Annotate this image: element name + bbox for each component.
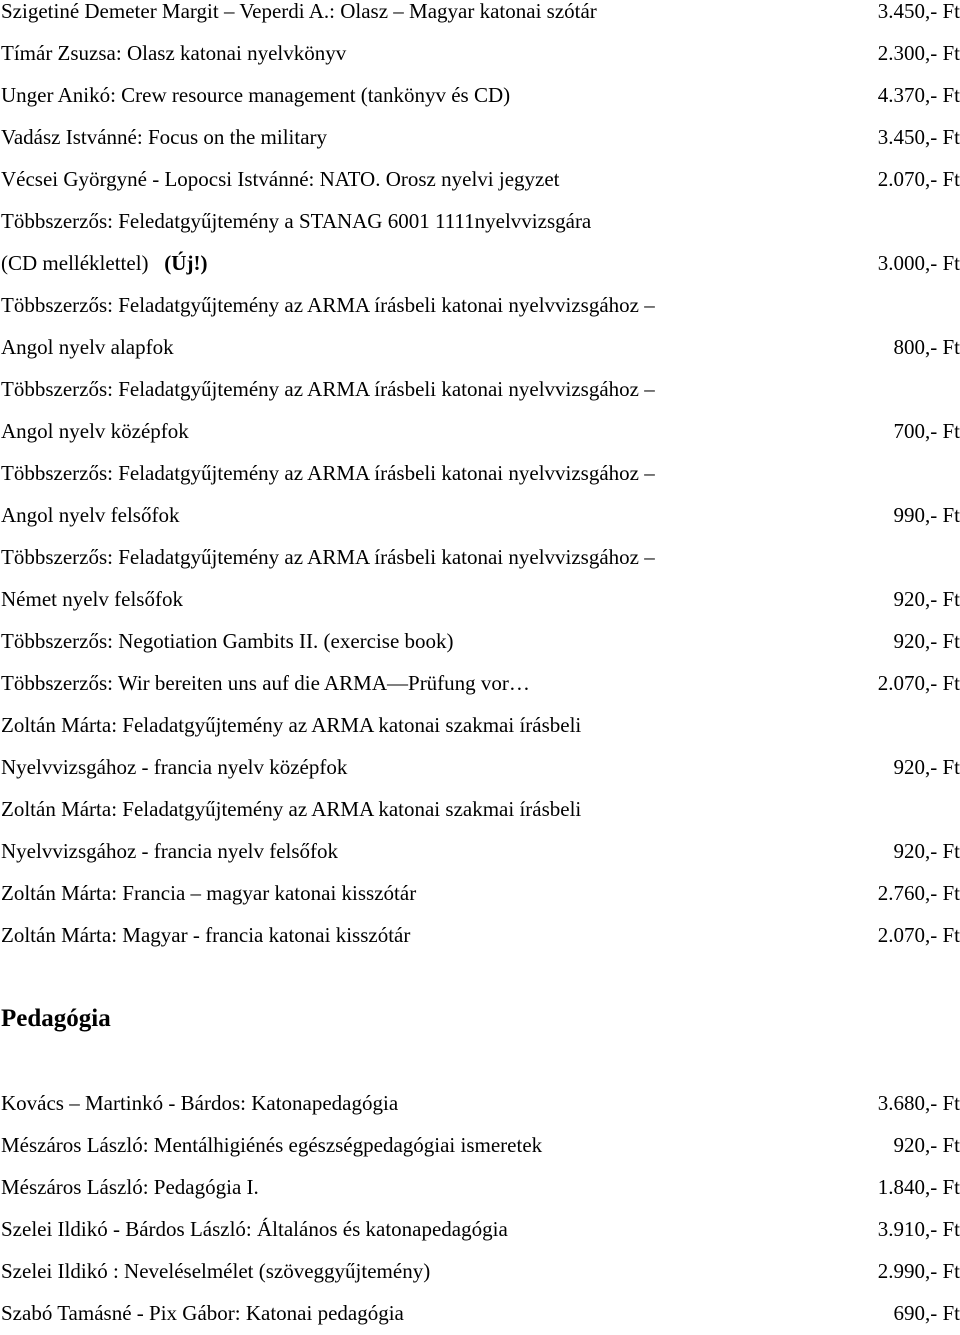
- section-heading: Pedagógia: [1, 1005, 111, 1032]
- item-title: [1, 32, 346, 74]
- item-title: [1, 746, 347, 788]
- item-title-text: Német nyelv felsőfok: [1, 587, 183, 611]
- list-item: [0, 914, 960, 956]
- list-item: [0, 872, 960, 914]
- item-price: 800,- Ft: [893, 335, 960, 359]
- item-title-text: Többszerzős: Wir bereiten uns auf die ARMA—Prüfung vor…: [1, 671, 530, 695]
- item-title-text: Többszerzős: Feladatgyűjtemény az ARMA írásbeli katonai nyelvvizsgához –: [1, 377, 655, 401]
- list-item: [0, 578, 960, 620]
- item-price: 700,- Ft: [893, 419, 960, 443]
- list-item: [0, 116, 960, 158]
- item-title-text: Vadász Istvánné: Focus on the military: [1, 125, 328, 149]
- list-item: [0, 326, 960, 368]
- item-title-text: Tímár Zsuzsa: Olasz katonai nyelvkönyv: [1, 41, 347, 65]
- item-title-text: Zoltán Márta: Feladatgyűjtemény az ARMA katonai szakmai írásbeli: [1, 713, 582, 737]
- item-title: [1, 662, 530, 704]
- list-item: [0, 410, 960, 452]
- list-item: [0, 74, 960, 116]
- item-title: [1, 872, 416, 914]
- price-list-section-pedagogy: [0, 1082, 960, 1334]
- item-price: 3.680,- Ft: [877, 1091, 960, 1115]
- item-price: 2.300,- Ft: [877, 41, 960, 65]
- item-title-text: Nyelvvizsgához - francia nyelv középfok: [1, 755, 348, 779]
- item-title: [1, 158, 560, 200]
- item-title-text: Többszerzős: Negotiation Gambits II. (exercise book): [1, 629, 454, 653]
- list-item: [0, 1124, 960, 1166]
- item-title-text: Nyelvvizsgához - francia nyelv felsőfok: [1, 839, 339, 863]
- item-price: 3.450,- Ft: [877, 0, 960, 23]
- item-title: [1, 1124, 542, 1166]
- list-item: [0, 1166, 960, 1208]
- item-title: [1, 494, 179, 536]
- item-price: 3.000,- Ft: [877, 251, 960, 275]
- item-title-text: Többszerzős: Feladatgyűjtemény az ARMA írásbeli katonai nyelvvizsgához –: [1, 545, 655, 569]
- item-price: 1.840,- Ft: [877, 1175, 960, 1199]
- list-item: [0, 494, 960, 536]
- item-title-text: Zoltán Márta: Feladatgyűjtemény az ARMA katonai szakmai írásbeli: [1, 797, 582, 821]
- list-item: [0, 32, 960, 74]
- item-title: [1, 1250, 430, 1292]
- item-price: 920,- Ft: [893, 839, 960, 863]
- item-price: 2.070,- Ft: [877, 923, 960, 947]
- item-price: 990,- Ft: [893, 503, 960, 527]
- item-title-text: Többszerzős: Feladatgyűjtemény az ARMA írásbeli katonai nyelvvizsgához –: [1, 293, 655, 317]
- item-title-text: Angol nyelv felsőfok: [1, 503, 180, 527]
- list-item: [0, 704, 960, 746]
- item-price: 690,- Ft: [893, 1301, 960, 1325]
- item-title: [1, 704, 581, 746]
- item-title-text: Szelei Ildikó - Bárdos László: Általános és katonapedagógia: [1, 1217, 508, 1241]
- list-item: [0, 746, 960, 788]
- item-title: [1, 1082, 398, 1124]
- item-price: 2.760,- Ft: [877, 881, 960, 905]
- item-title-text: Unger Anikó: Crew resource management (tankönyv és CD): [1, 83, 511, 107]
- list-item: [0, 830, 960, 872]
- list-item: [0, 0, 960, 32]
- list-item: [0, 1292, 960, 1334]
- item-price: 2.070,- Ft: [877, 167, 960, 191]
- item-title-text: Szigetiné Demeter Margit – Veperdi A.: Olasz – Magyar katonai szótár: [1, 0, 597, 23]
- item-title-text: Szelei Ildikó : Neveléselmélet (szöveggyűjtemény): [1, 1259, 431, 1283]
- item-title-text: Mészáros László: Mentálhigiénés egészségpedagógiai ismeretek: [1, 1133, 543, 1157]
- item-title: [1, 452, 655, 494]
- list-item: [0, 1208, 960, 1250]
- list-item: [0, 242, 960, 284]
- item-price: 2.070,- Ft: [877, 671, 960, 695]
- item-title: [1, 830, 338, 872]
- item-title: [1, 0, 597, 32]
- item-price: 920,- Ft: [893, 1133, 960, 1157]
- item-price: 920,- Ft: [893, 587, 960, 611]
- item-price: 3.910,- Ft: [877, 1217, 960, 1241]
- item-title: [1, 410, 189, 452]
- list-item: [0, 368, 960, 410]
- item-title: [1, 116, 327, 158]
- item-price: 3.450,- Ft: [877, 125, 960, 149]
- list-item: [0, 1082, 960, 1124]
- item-title-text: (CD melléklettel): [1, 251, 149, 275]
- list-item: [0, 284, 960, 326]
- item-title: [1, 200, 591, 242]
- item-title-text: Angol nyelv alapfok: [1, 335, 174, 359]
- list-item: [0, 1250, 960, 1292]
- list-item: [0, 662, 960, 704]
- item-title: [1, 74, 510, 116]
- item-title-text: Vécsei Györgyné - Lopocsi Istvánné: NATO. Orosz nyelvi jegyzet: [1, 167, 560, 191]
- item-title: [1, 788, 581, 830]
- item-title-text: Többszerzős: Feledatgyűjtemény a STANAG 6001 1111nyelvvizsgára: [1, 209, 592, 233]
- new-badge: (Új!): [164, 251, 208, 275]
- item-title: [1, 914, 410, 956]
- item-title-text: Szabó Tamásné - Pix Gábor: Katonai pedagógia: [1, 1301, 404, 1325]
- item-title-text: Angol nyelv középfok: [1, 419, 189, 443]
- item-title: [1, 326, 174, 368]
- item-price: 920,- Ft: [893, 629, 960, 653]
- item-title-text: Zoltán Márta: Magyar - francia katonai kisszótár: [1, 923, 411, 947]
- list-item: [0, 536, 960, 578]
- list-item: [0, 620, 960, 662]
- item-title: [1, 1166, 259, 1208]
- item-title-text: Többszerzős: Feladatgyűjtemény az ARMA írásbeli katonai nyelvvizsgához –: [1, 461, 655, 485]
- item-title: [1, 284, 655, 326]
- list-item: [0, 788, 960, 830]
- item-title: [1, 536, 655, 578]
- item-title: [1, 578, 183, 620]
- item-title-text: Mészáros László: Pedagógia I.: [1, 1175, 259, 1199]
- item-title: [1, 620, 454, 662]
- item-price: 4.370,- Ft: [877, 83, 960, 107]
- item-title: [1, 368, 655, 410]
- list-item: [0, 158, 960, 200]
- list-item: [0, 200, 960, 242]
- item-title-text: Kovács – Martinkó - Bárdos: Katonapedagógia: [1, 1091, 399, 1115]
- item-title: [1, 1208, 508, 1250]
- item-title: [1, 242, 207, 284]
- list-item: [0, 452, 960, 494]
- item-title-text: Zoltán Márta: Francia – magyar katonai kisszótár: [1, 881, 417, 905]
- item-title: [1, 1292, 404, 1334]
- item-price: 2.990,- Ft: [877, 1259, 960, 1283]
- item-price: 920,- Ft: [893, 755, 960, 779]
